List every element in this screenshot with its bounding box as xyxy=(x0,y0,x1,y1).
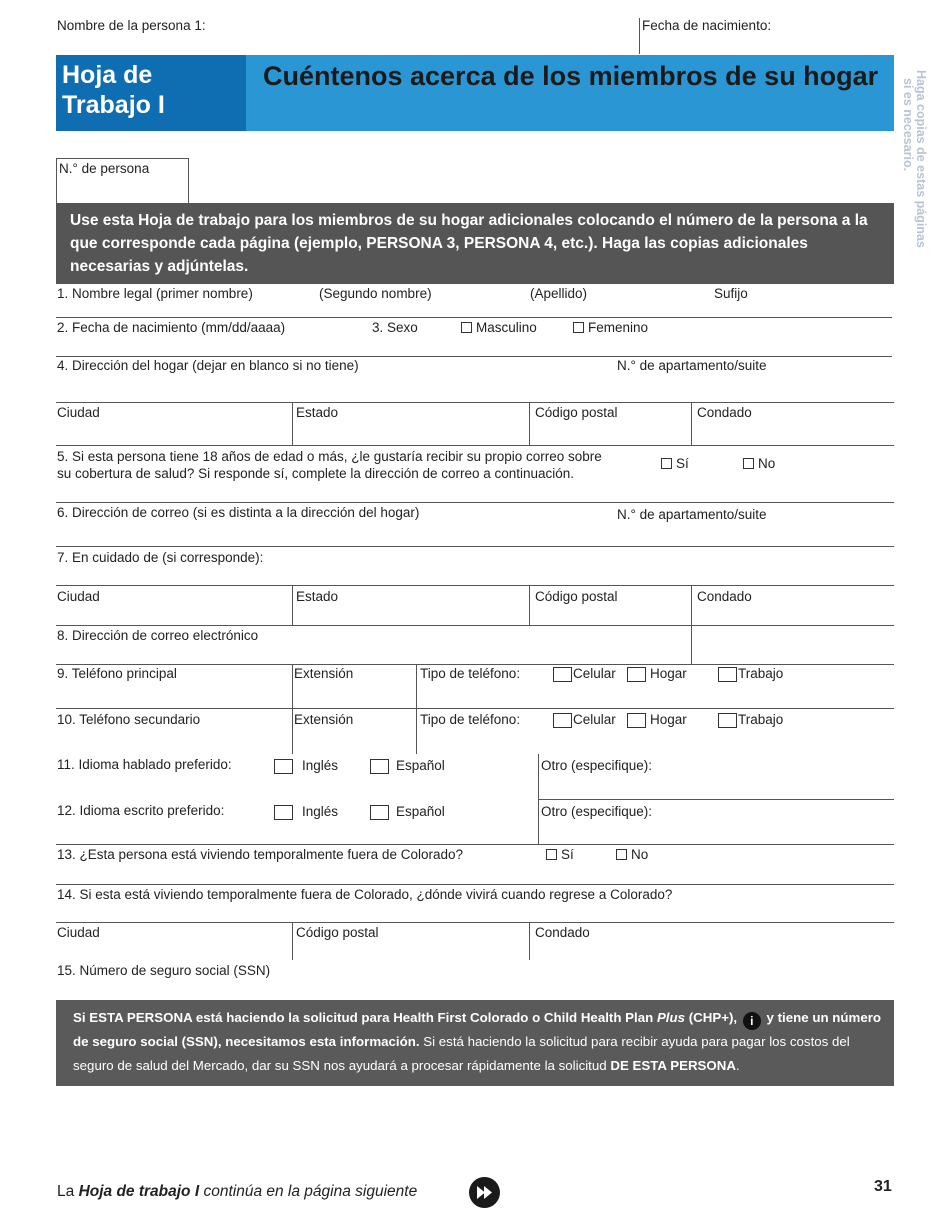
section-title: Cuéntenos acerca de los miembros de su hogar xyxy=(263,61,879,91)
extension-label: Extensión xyxy=(294,712,354,727)
divider xyxy=(292,664,293,754)
temporary-absence-no[interactable]: No xyxy=(616,847,648,862)
city-label: Ciudad xyxy=(57,589,100,604)
english-label: Inglés xyxy=(302,758,339,773)
written-english-checkbox[interactable] xyxy=(274,805,293,820)
section-title-bar xyxy=(246,55,894,131)
divider xyxy=(529,585,530,625)
male-option[interactable]: Masculino xyxy=(461,320,537,335)
return-address-question: 14. Si esta está viviendo temporalmente fuera de Colorado, ¿dónde vivirá cuando regrese a Colorado? xyxy=(57,887,673,902)
divider xyxy=(691,402,692,445)
info-icon[interactable]: i xyxy=(743,1012,761,1030)
cell-label: Celular xyxy=(573,666,616,681)
spoken-other-line[interactable] xyxy=(538,799,894,800)
email-line[interactable] xyxy=(56,664,894,665)
email-label: 8. Dirección de correo electrónico xyxy=(57,628,259,643)
zip-label: Código postal xyxy=(535,405,618,420)
phone-type-label: Tipo de teléfono: xyxy=(420,666,521,681)
city-label: Ciudad xyxy=(57,925,100,940)
spanish-label: Español xyxy=(396,758,445,773)
divider xyxy=(56,502,894,503)
county-label: Condado xyxy=(697,589,752,604)
english-label: Inglés xyxy=(302,804,339,819)
side-note xyxy=(901,70,935,265)
fast-forward-icon xyxy=(469,1177,500,1208)
phone-type-label: Tipo de teléfono: xyxy=(420,712,521,727)
temporary-absence-question: 13. ¿Esta persona está viviendo temporalmente fuera de Colorado? xyxy=(57,847,463,862)
checkbox-icon[interactable] xyxy=(743,458,754,469)
zip-label: Código postal xyxy=(296,925,379,940)
temporary-absence-yes[interactable]: Sí xyxy=(546,847,574,862)
work-label: Trabajo xyxy=(738,712,784,727)
county-label: Condado xyxy=(535,925,590,940)
divider xyxy=(529,922,530,960)
ssn-label: 15. Número de seguro social (SSN) xyxy=(57,963,271,978)
person-number-label: N.° de persona xyxy=(59,161,150,176)
sex-label: 3. Sexo xyxy=(372,320,418,335)
person-name-label: Nombre de la persona 1: xyxy=(57,18,206,33)
extension-label: Extensión xyxy=(294,666,354,681)
county-label: Condado xyxy=(697,405,752,420)
spoken-language-label: 11. Idioma hablado preferido: xyxy=(57,757,232,772)
last-name-label: (Apellido) xyxy=(530,286,588,301)
first-name-label: 1. Nombre legal (primer nombre) xyxy=(57,286,253,301)
checkbox-icon[interactable] xyxy=(616,849,627,860)
address-row-line[interactable] xyxy=(56,445,894,446)
spoken-spanish-checkbox[interactable] xyxy=(370,759,389,774)
mailing-address-label: 6. Dirección de correo (si es distinta a la dirección del hogar) xyxy=(57,505,420,520)
dob-field-line[interactable] xyxy=(56,356,892,357)
mailing-address-line[interactable] xyxy=(56,546,894,547)
divider xyxy=(56,844,894,845)
divider xyxy=(292,402,293,445)
header-divider xyxy=(639,18,640,54)
own-mail-no[interactable]: No xyxy=(743,456,775,471)
home-checkbox[interactable] xyxy=(627,713,646,728)
cell-checkbox[interactable] xyxy=(553,713,572,728)
own-mail-question: 5. Si esta persona tiene 18 años de edad o más, ¿le gustaría recibir su propio correo sobre su cobertura de salud? Si responde sí, complete la dirección de correo a continuación. xyxy=(57,449,602,481)
state-label: Estado xyxy=(296,405,339,420)
home-address-label: 4. Dirección del hogar (dejar en blanco si no tiene) xyxy=(57,358,359,373)
dob-field-label: 2. Fecha de nacimiento (mm/dd/aaaa) xyxy=(57,320,286,335)
divider xyxy=(416,664,417,754)
written-language-label: 12. Idioma escrito preferido: xyxy=(57,803,225,818)
zip-label: Código postal xyxy=(535,589,618,604)
home-apt-label: N.° de apartamento/suite xyxy=(617,358,767,373)
divider xyxy=(292,922,293,960)
cell-checkbox[interactable] xyxy=(553,667,572,682)
state-label: Estado xyxy=(296,589,339,604)
spanish-label: Español xyxy=(396,804,445,819)
work-label: Trabajo xyxy=(738,666,784,681)
page-number: 31 xyxy=(874,1178,892,1195)
continuation-note: La Hoja de trabajo I continúa en la página siguiente xyxy=(57,1183,418,1200)
home-label: Hogar xyxy=(650,666,687,681)
home-address-line[interactable] xyxy=(56,402,894,403)
work-checkbox[interactable] xyxy=(718,667,737,682)
return-address-line[interactable] xyxy=(56,922,894,923)
checkbox-icon[interactable] xyxy=(661,458,672,469)
secondary-phone-label: 10. Teléfono secundario xyxy=(57,712,201,727)
middle-name-label: (Segundo nombre) xyxy=(319,286,432,301)
work-checkbox[interactable] xyxy=(718,713,737,728)
written-other-label: Otro (especifique): xyxy=(541,804,653,819)
care-of-line[interactable] xyxy=(56,585,894,586)
mailing-apt-label: N.° de apartamento/suite xyxy=(617,507,767,522)
ssn-info-banner: Si ESTA PERSONA está haciendo la solicitud para Health First Colorado o Child Health Plan Plus (CHP+), i y tiene un número de seguro social (SSN), necesitamos esta información. Si está haciendo la solicitud para recibir ayuda para pagar los costos del seguro de salud del Mercado, dar su SSN nos ayudará a procesar rápidamente la solicitud DE ESTA PERSONA. xyxy=(56,1000,894,1086)
city-label: Ciudad xyxy=(57,405,100,420)
primary-phone-line[interactable] xyxy=(56,708,894,709)
spoken-other-label: Otro (especifique): xyxy=(541,758,653,773)
dob-label: Fecha de nacimiento: xyxy=(642,18,772,33)
divider xyxy=(292,585,293,625)
cell-label: Celular xyxy=(573,712,616,727)
instructions-banner: Use esta Hoja de trabajo para los miembros de su hogar adicionales colocando el número de la persona a la que corresponde cada página (ejemplo, PERSONA 3, PERSONA 4, etc.). Haga las copias adicionales necesarias y adjúntelas. xyxy=(56,203,894,284)
suffix-label: Sufijo xyxy=(714,286,748,301)
written-spanish-checkbox[interactable] xyxy=(370,805,389,820)
home-checkbox[interactable] xyxy=(627,667,646,682)
divider xyxy=(56,884,894,885)
side-note-text: Haga copias de estas páginas si es necesario. xyxy=(901,70,928,248)
divider xyxy=(529,402,530,445)
checkbox-icon[interactable] xyxy=(461,322,472,333)
checkbox-icon[interactable] xyxy=(546,849,557,860)
spoken-english-checkbox[interactable] xyxy=(274,759,293,774)
address-row-line[interactable] xyxy=(56,625,894,626)
name-field-line[interactable] xyxy=(56,317,892,318)
svg xyxy=(469,1177,500,1208)
care-of-label: 7. En cuidado de (si corresponde): xyxy=(57,550,264,565)
own-mail-yes[interactable]: Sí xyxy=(661,456,689,471)
home-label: Hogar xyxy=(650,712,687,727)
checkbox-icon[interactable] xyxy=(573,322,584,333)
primary-phone-label: 9. Teléfono principal xyxy=(57,666,177,681)
worksheet-title: Hoja de Trabajo I xyxy=(56,55,246,131)
female-option[interactable]: Femenino xyxy=(573,320,648,335)
